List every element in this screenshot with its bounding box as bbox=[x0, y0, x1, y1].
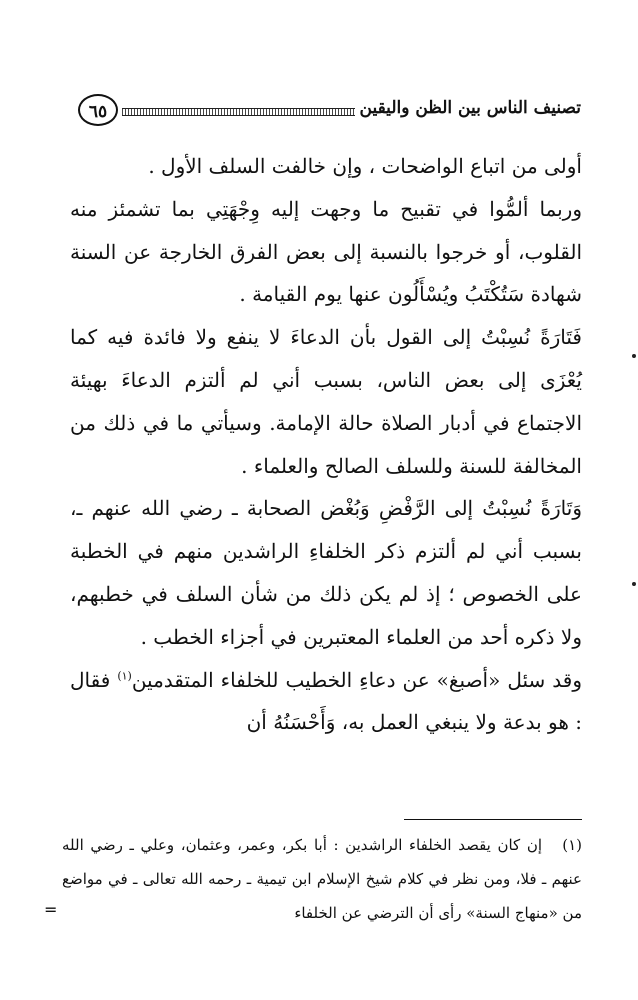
paragraph-4: وَتَارَةً نُسِبْتُ إلى الرَّفْضِ وَبُغْض الصحابة ـ رضي الله عنهم ـ، بسبب أني لم ألتزم ذكر الخلفاءِ الراشدين منهم في الخطبة على الخصوص ؛ إذ لم يكن ذلك من شأن السلف في خطبهم، ولا ذكره أحد من العلماء المعتبرين في أجزاء الخطب . bbox=[70, 496, 582, 649]
book-title: تصنيف الناس بين الظن واليقين bbox=[359, 98, 581, 118]
footnote-text: إن كان يقصد الخلفاء الراشدين : أبا بكر، وعمر، وعثمان، وعلي ـ رضي الله عنهم ـ فلا، ومن نظر في كلام شيخ الإسلام ابن تيمية ـ رحمه الله تعالى ـ في مواضع من «منهاج السنة» رأى أن الترضي عن الخلفاء bbox=[62, 836, 582, 922]
paragraph-3: فَتَارَةً نُسِبْتُ إلى القول بأن الدعاءَ لا ينفع ولا فائدة فيه كما يُعْزَى إلى بعض الناس، بسبب أني لم ألتزم الدعاءَ بهيئة الاجتماع في أدبار الصلاة حالة الإمامة. وسيأتي ما في ذلك من المخالفة للسنة وللسلف الصالح والعلماء . bbox=[70, 325, 583, 478]
paragraph-5-main: وقد سئل «أصبغ» عن دعاءِ الخطيب للخلفاء المتقدمين bbox=[131, 667, 582, 692]
page-number: ٦٥ bbox=[78, 94, 118, 126]
footnotes bbox=[62, 828, 582, 930]
paragraph-1: أولى من اتباع الواضحات ، وإن خالفت السلف الأول . bbox=[148, 154, 582, 178]
header-rule bbox=[122, 108, 355, 116]
footnote-1 bbox=[62, 828, 582, 930]
running-header bbox=[78, 94, 581, 134]
footnote-marker: (١) bbox=[562, 836, 582, 854]
margin-dot bbox=[632, 354, 636, 358]
paragraph-5-rest: فقال : هو بدعة ولا ينبغي العمل به، وَأَحْسَنُهُ أن bbox=[70, 667, 582, 735]
body-text bbox=[70, 145, 582, 744]
continuation-mark: = bbox=[44, 900, 58, 919]
footnote-separator bbox=[404, 819, 582, 820]
paragraph-5 bbox=[70, 659, 582, 745]
paragraph-2: وربما ألمُّوا في تقبيح ما وجهت إليه وِجْهَتِي بما تشمئز منه القلوب، أو خرجوا بالنسبة إلى بعض الفرق الخارجة عن السنة شهادة سَتُكْتَبُ ويُسْأَلُون عنها يوم القيامة . bbox=[70, 196, 582, 307]
footnote-reference: (١) bbox=[117, 668, 132, 682]
margin-dot bbox=[632, 582, 636, 586]
